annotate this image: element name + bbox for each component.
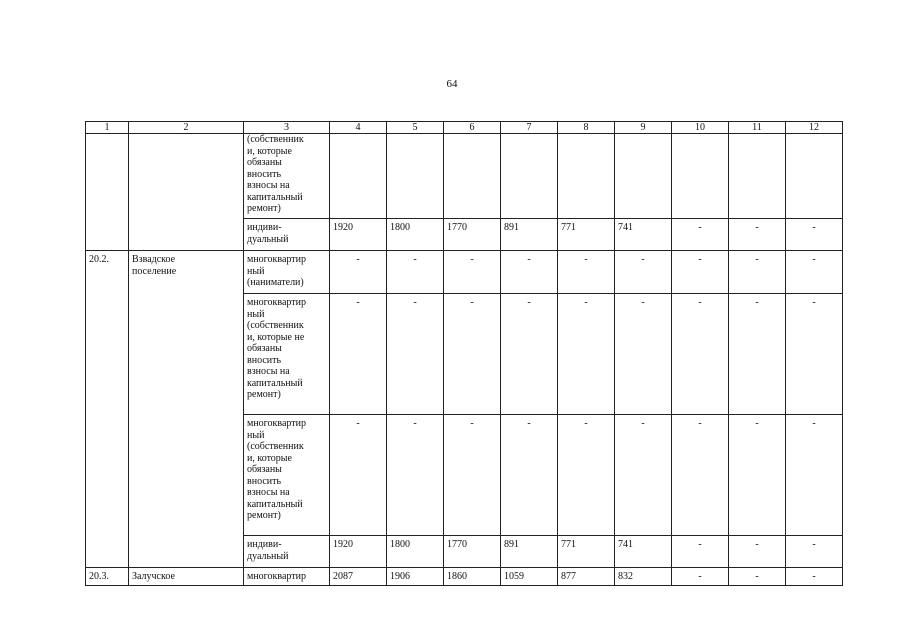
value-cell: 771 <box>558 536 615 568</box>
value-cell <box>444 134 501 219</box>
value-cell: - <box>729 568 786 586</box>
value-cell: 1920 <box>330 219 387 251</box>
tariff-table <box>85 121 843 586</box>
value-cell <box>729 134 786 219</box>
value-cell <box>330 134 387 219</box>
value-cell: - <box>786 219 843 251</box>
housing-type-cell: (собственник и, которые обязаны вносить взносы на капитальный ремонт) <box>244 134 330 219</box>
value-cell: - <box>672 219 729 251</box>
column-header: 6 <box>444 122 501 134</box>
value-cell: 832 <box>615 568 672 586</box>
settlement-cell <box>129 134 244 251</box>
value-cell: - <box>387 294 444 415</box>
value-cell: - <box>330 294 387 415</box>
value-cell: 1906 <box>387 568 444 586</box>
column-header: 10 <box>672 122 729 134</box>
value-cell: - <box>501 251 558 294</box>
value-cell: - <box>558 251 615 294</box>
value-cell: - <box>615 294 672 415</box>
value-cell <box>672 134 729 219</box>
value-cell: - <box>330 415 387 536</box>
value-cell: - <box>387 415 444 536</box>
value-cell: - <box>615 251 672 294</box>
value-cell <box>786 134 843 219</box>
value-cell: - <box>615 415 672 536</box>
row-number-cell: 20.3. <box>86 568 129 586</box>
column-header: 2 <box>129 122 244 134</box>
value-cell: - <box>672 251 729 294</box>
page-number: 64 <box>446 78 458 90</box>
value-cell <box>501 134 558 219</box>
row-number-cell <box>86 134 129 251</box>
value-cell: - <box>786 536 843 568</box>
column-header: 4 <box>330 122 387 134</box>
value-cell: 877 <box>558 568 615 586</box>
value-cell: 891 <box>501 536 558 568</box>
value-cell: 891 <box>501 219 558 251</box>
value-cell: - <box>444 294 501 415</box>
value-cell: 1920 <box>330 536 387 568</box>
column-header: 5 <box>387 122 444 134</box>
value-cell: 1860 <box>444 568 501 586</box>
value-cell <box>558 134 615 219</box>
housing-type-cell: индиви- дуальный <box>244 536 330 568</box>
value-cell: - <box>729 536 786 568</box>
column-header: 8 <box>558 122 615 134</box>
column-header: 11 <box>729 122 786 134</box>
value-cell: 1800 <box>387 219 444 251</box>
value-cell <box>387 134 444 219</box>
value-cell: 1059 <box>501 568 558 586</box>
value-cell: - <box>729 294 786 415</box>
value-cell: - <box>558 415 615 536</box>
settlement-cell: Взвадское поселение <box>129 251 244 568</box>
housing-type-cell: многоквартир ный (собственник и, которые не обязаны вносить взносы на капитальный ремонт) <box>244 294 330 415</box>
value-cell: - <box>729 415 786 536</box>
housing-type-cell: индиви- дуальный <box>244 219 330 251</box>
value-cell: - <box>501 294 558 415</box>
value-cell: - <box>672 294 729 415</box>
value-cell: - <box>444 251 501 294</box>
table-row <box>86 568 843 586</box>
column-header: 12 <box>786 122 843 134</box>
column-header: 1 <box>86 122 129 134</box>
value-cell: - <box>786 568 843 586</box>
row-number-cell: 20.2. <box>86 251 129 568</box>
value-cell: 1770 <box>444 536 501 568</box>
value-cell: 1800 <box>387 536 444 568</box>
value-cell: - <box>729 219 786 251</box>
value-cell: - <box>501 415 558 536</box>
value-cell: - <box>786 415 843 536</box>
value-cell: 1770 <box>444 219 501 251</box>
column-header: 3 <box>244 122 330 134</box>
value-cell: - <box>387 251 444 294</box>
value-cell <box>615 134 672 219</box>
value-cell: 741 <box>615 219 672 251</box>
housing-type-cell: многоквартир ный (собственник и, которые обязаны вносить взносы на капитальный ремонт) <box>244 415 330 536</box>
table-row <box>86 251 843 294</box>
value-cell: - <box>558 294 615 415</box>
value-cell: - <box>672 415 729 536</box>
table-row <box>86 134 843 219</box>
value-cell: - <box>729 251 786 294</box>
value-cell: 771 <box>558 219 615 251</box>
housing-type-cell: многоквартир <box>244 568 330 586</box>
value-cell: - <box>330 251 387 294</box>
value-cell: - <box>672 536 729 568</box>
housing-type-cell: многоквартир ный (наниматели) <box>244 251 330 294</box>
column-header: 7 <box>501 122 558 134</box>
header-row <box>86 122 843 134</box>
settlement-cell: Залучское <box>129 568 244 586</box>
value-cell: - <box>444 415 501 536</box>
value-cell: - <box>786 294 843 415</box>
value-cell: 2087 <box>330 568 387 586</box>
value-cell: 741 <box>615 536 672 568</box>
value-cell: - <box>672 568 729 586</box>
value-cell: - <box>786 251 843 294</box>
column-header: 9 <box>615 122 672 134</box>
